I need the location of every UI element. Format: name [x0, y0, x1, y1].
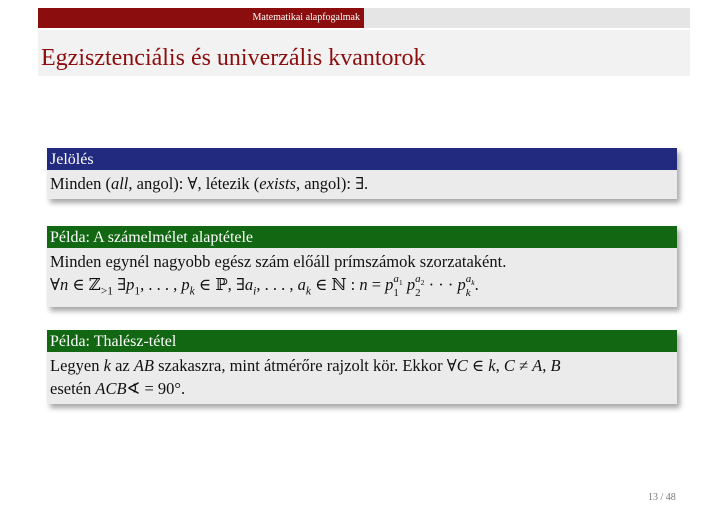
- block-line: Minden (all, angol): ∀, létezik (exists, angol): ∃.: [50, 174, 369, 193]
- headline-bar: [38, 8, 690, 28]
- frame-title: Egzisztenciális és univerzális kvantorok: [41, 45, 426, 71]
- block-body: [47, 352, 677, 404]
- block-title: Példa: A számelmélet alaptétele: [47, 226, 677, 248]
- block-body: [47, 248, 677, 307]
- block-fundamental-theorem: [47, 226, 677, 307]
- page-number: 13 / 48: [648, 492, 676, 503]
- block-title: Jelölés: [47, 148, 677, 170]
- block-line: esetén ACB∢ = 90°.: [50, 379, 186, 398]
- block-thales: [47, 330, 677, 404]
- block-line: Legyen k az AB szakaszra, mint átmérőre rajzolt kör. Ekkor ∀C ∈ k, C ≠ A, B: [50, 356, 561, 375]
- section-title: Matematikai alapfogalmak: [38, 8, 364, 28]
- formula-line: ∀n ∈ ℤ$_{>1}$ $\exists p_1$, . . . , $p_k$ ∈ ℙ, $\exists a_i$, . . . , $a_k$ ∈ ℕ : n = p $a_1$ 1 p $a_2$ 2 · · · p $a_k$ k .: [50, 272, 479, 299]
- block-title: Példa: Thalész-tétel: [47, 330, 677, 352]
- subsection-bar: [364, 8, 690, 28]
- frame-title-bar: [38, 30, 690, 76]
- block-line: Minden egynél nagyobb egész szám előáll prímszámok szorzataként.: [50, 252, 507, 271]
- block-body: [47, 170, 677, 199]
- block-notation: [47, 148, 677, 199]
